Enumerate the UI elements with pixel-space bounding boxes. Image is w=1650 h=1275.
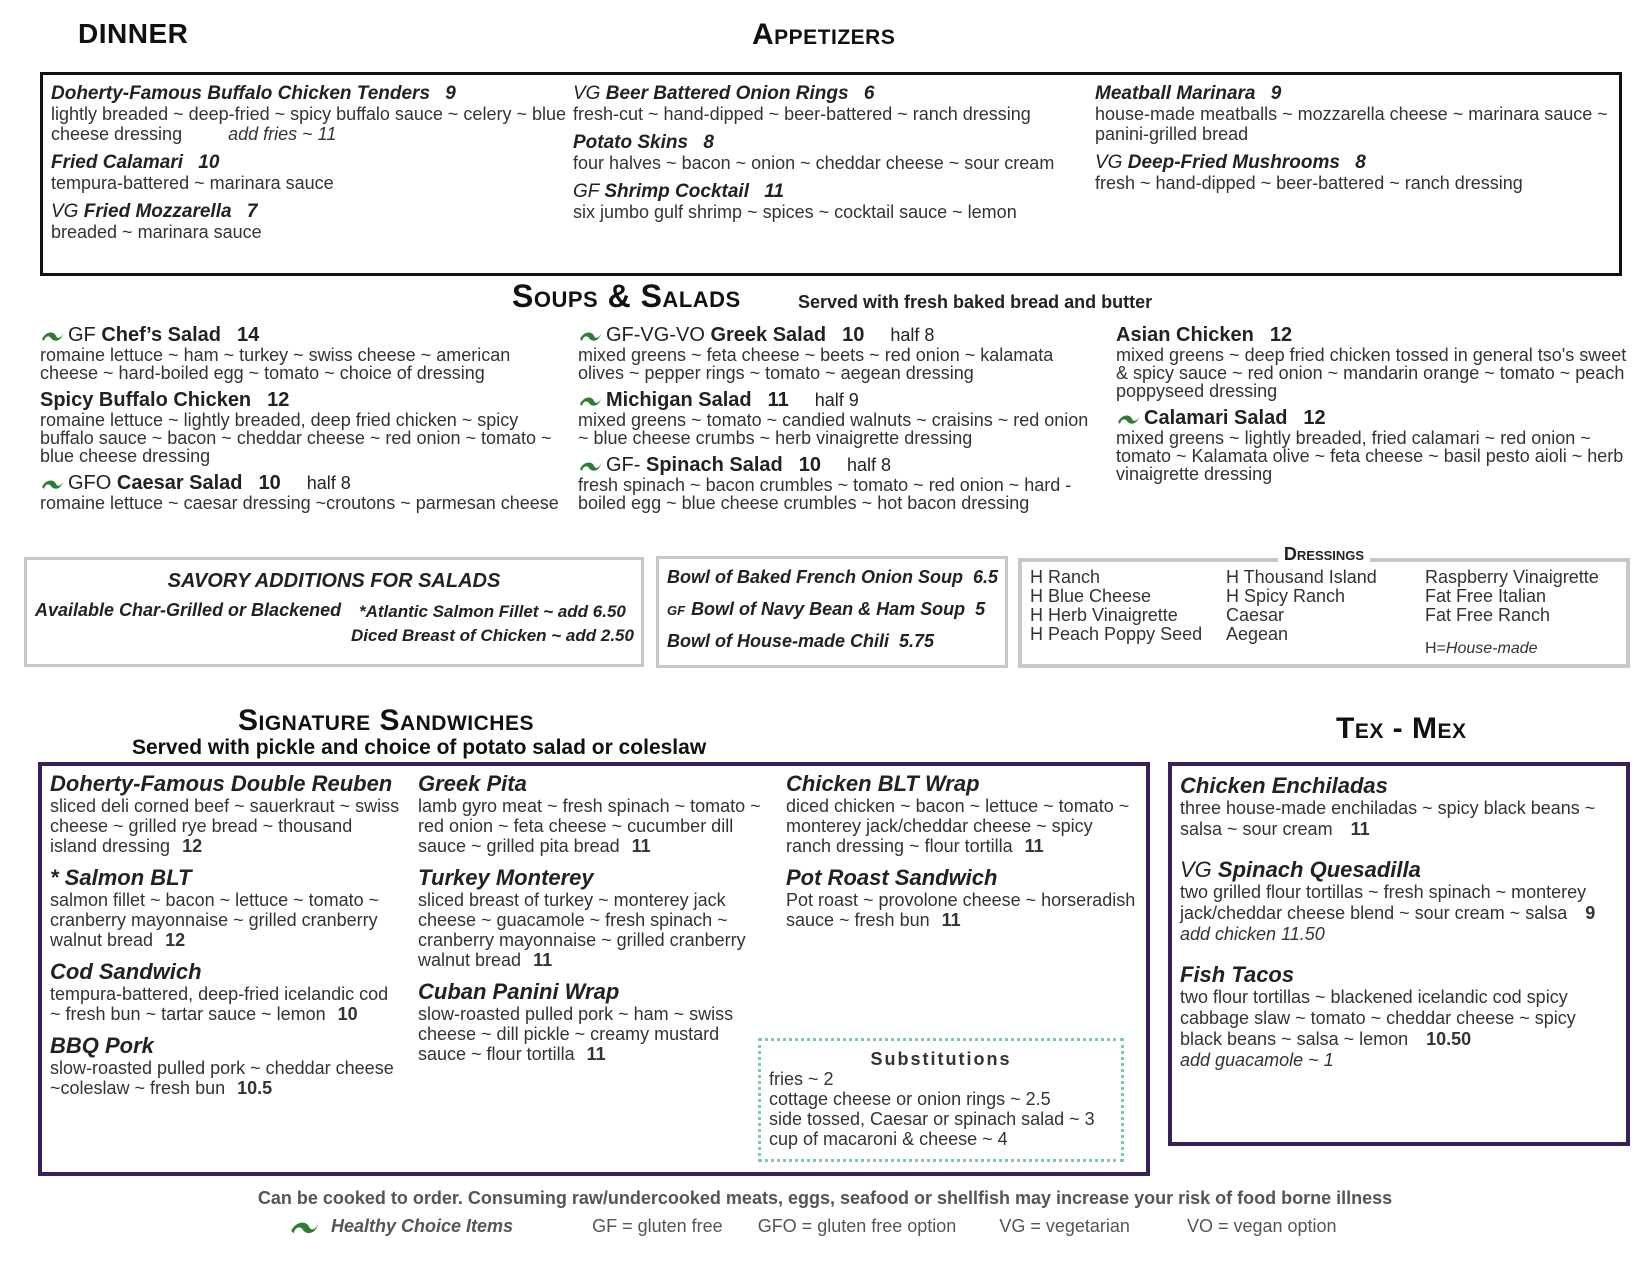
sandwich-price: 11 — [941, 910, 961, 930]
salad-item — [40, 324, 560, 382]
appetizer-item — [1095, 152, 1615, 193]
texmex-item — [1180, 858, 1620, 945]
appetizers-column — [51, 83, 571, 250]
appetizer-desc-text: four halves ~ bacon ~ onion ~ cheddar cheese ~ sour cream — [573, 153, 1055, 173]
appetizer-name-line — [1095, 152, 1615, 173]
sandwich-name: Cuban Panini Wrap — [418, 979, 620, 1004]
salad-name: Calamari Salad — [1144, 407, 1288, 429]
sandwich-price: 11 — [533, 950, 553, 970]
soup-name: Bowl of House-made Chili — [667, 631, 890, 651]
texmex-price: 9 — [1585, 903, 1596, 923]
texmex-description — [1180, 882, 1620, 924]
healthy-leaf-icon — [286, 1218, 322, 1236]
salad-item — [1116, 324, 1636, 400]
texmex-item — [1180, 963, 1620, 1071]
soup-price: 5 — [975, 599, 986, 619]
food-safety-warning: Can be cooked to order. Consuming raw/undercooked meats, eggs, seafood or shellfish may increase your risk of food borne illness — [257, 1188, 1393, 1208]
appetizer-item — [51, 83, 571, 144]
sandwich-description — [418, 796, 768, 856]
appetizer-desc-text: six jumbo gulf shrimp ~ spices ~ cocktail sauce ~ lemon — [573, 202, 1017, 222]
salad-name: Caesar Salad — [116, 472, 243, 494]
salmon-addition: *Atlantic Salmon Fillet ~ add 6.50 — [359, 602, 626, 621]
savory-additions-box — [24, 557, 644, 667]
dietary-tag: GF-VG-VO — [606, 324, 711, 346]
salad-price: 14 — [237, 324, 260, 346]
appetizer-desc-text: house-made meatballs ~ mozzarella cheese ~ marinara sauce ~ panini-grilled bread — [1095, 104, 1608, 144]
appetizer-description — [51, 104, 571, 144]
dressing-item: Fat Free Italian — [1425, 586, 1547, 606]
vo-legend: VO = vegan option — [1186, 1216, 1337, 1236]
sandwich-name: Cod Sandwich — [50, 959, 202, 984]
sandwich-price: 10 — [337, 1004, 358, 1024]
appetizer-extra: add fries ~ 11 — [228, 124, 337, 144]
soups-box — [656, 556, 1008, 668]
appetizer-name: Fried Calamari — [51, 152, 183, 173]
chicken-addition: Diced Breast of Chicken ~ add 2.50 — [351, 626, 634, 645]
salad-item — [1116, 407, 1636, 483]
sandwich-desc-text: Pot roast ~ provolone cheese ~ horseradish sauce ~ fresh bun — [786, 890, 1136, 930]
sandwich-name: * Salmon BLT — [50, 865, 192, 890]
dressing-item: H Spicy Ranch — [1226, 586, 1346, 606]
appetizer-price: 8 — [703, 132, 714, 153]
soup-price: 5.75 — [899, 631, 935, 651]
salad-name-line — [40, 324, 560, 346]
soup-name: Bowl of Navy Bean & Ham Soup — [691, 599, 966, 619]
sandwich-description — [786, 890, 1136, 930]
appetizer-name: Potato Skins — [573, 132, 689, 153]
salad-description: romaine lettuce ~ ham ~ turkey ~ swiss cheese ~ american cheese ~ hard-boiled egg ~ tomato ~ choice of dressing — [40, 345, 511, 383]
sandwiches-column — [418, 772, 768, 1074]
salad-description: mixed greens ~ lightly breaded, fried calamari ~ red onion ~ tomato ~ Kalamata olive ~ feta cheese ~ basil pesto aioli ~ herb vinaigrette dressing — [1116, 428, 1624, 484]
salad-item — [578, 324, 1098, 382]
soups-salads-heading: Soups & Salads — [512, 278, 741, 314]
sandwich-price: 11 — [586, 1044, 606, 1064]
appetizer-price: 9 — [1270, 83, 1282, 104]
sandwich-desc-text: sliced breast of turkey ~ monterey jack cheese ~ guacamole ~ fresh spinach ~ cranberry mayonnaise ~ grilled cranberry walnut bread — [418, 890, 746, 970]
dressing-item: H Herb Vinaigrette — [1030, 605, 1178, 625]
savory-option: Available Char-Grilled or Blackened — [35, 600, 342, 620]
texmex-item — [1180, 774, 1620, 840]
appetizer-desc-text: fresh-cut ~ hand-dipped ~ beer-battered ~ ranch dressing — [573, 104, 1031, 124]
appetizer-description — [1095, 173, 1615, 193]
soup-item — [667, 627, 998, 659]
healthy-leaf-icon — [40, 329, 64, 343]
dietary-tag: VG — [51, 201, 84, 222]
sandwich-name: BBQ Pork — [50, 1033, 154, 1058]
dressing-item: H Thousand Island — [1226, 567, 1377, 587]
soups-salads-note: Served with fresh baked bread and butter — [798, 292, 1153, 312]
appetizer-item — [51, 152, 571, 193]
dressing-item: Aegean — [1226, 624, 1289, 644]
dressings-title: Dressings — [1278, 544, 1370, 564]
footer-legend — [286, 1216, 1337, 1237]
salad-name-line — [40, 389, 560, 411]
appetizer-description — [573, 104, 1093, 124]
sandwich-item — [50, 866, 400, 950]
salad-description: mixed greens ~ tomato ~ candied walnuts ~ craisins ~ red onion ~ blue cheese crumbs ~ herb vinaigrette dressing — [578, 410, 1089, 448]
appetizer-item — [51, 201, 571, 242]
texmex-name: Spinach Quesadilla — [1217, 857, 1421, 882]
salad-name: Spicy Buffalo Chicken — [40, 389, 252, 411]
texmex-name-line — [1180, 774, 1620, 798]
texmex-name: Fish Tacos — [1180, 962, 1295, 987]
dressing-item: H Peach Poppy Seed — [1030, 624, 1203, 644]
appetizer-name: Fried Mozzarella — [83, 201, 232, 222]
healthy-choice-label: Healthy Choice Items — [331, 1216, 514, 1236]
appetizer-description — [1095, 104, 1615, 144]
dressing-item: Fat Free Ranch — [1425, 605, 1551, 625]
appetizer-name: Shrimp Cocktail — [604, 181, 749, 202]
appetizer-price: 11 — [764, 181, 784, 202]
salad-name-line — [1116, 324, 1636, 346]
sandwich-desc-text: slow-roasted pulled pork ~ cheddar cheese ~coleslaw ~ fresh bun — [50, 1058, 394, 1098]
texmex-name: Chicken Enchiladas — [1180, 773, 1388, 798]
appetizers-heading: Appetizers — [752, 18, 896, 51]
salad-name: Spinach Salad — [646, 454, 783, 476]
appetizer-name: Meatball Marinara — [1095, 83, 1256, 104]
appetizer-item — [1095, 83, 1615, 144]
appetizer-name: Doherty-Famous Buffalo Chicken Tenders — [51, 83, 431, 104]
gfo-legend: GFO = gluten free option — [757, 1216, 957, 1236]
soup-price: 6.5 — [973, 567, 999, 587]
texmex-price: 11 — [1350, 819, 1370, 839]
texmex-box — [1168, 762, 1630, 1146]
texmex-heading: Tex - Mex — [1336, 712, 1467, 745]
appetizer-item — [573, 83, 1093, 124]
salad-price: 10 — [842, 324, 865, 346]
salad-price: 10 — [798, 454, 821, 476]
healthy-leaf-icon — [578, 459, 602, 473]
sandwich-item — [786, 866, 1136, 930]
salads-column — [40, 324, 560, 519]
sandwich-desc-text: sliced deli corned beef ~ sauerkraut ~ swiss cheese ~ grilled rye bread ~ thousand island dressing — [50, 796, 400, 856]
appetizer-price: 10 — [198, 152, 220, 173]
appetizer-item — [573, 181, 1093, 222]
sandwich-item — [786, 772, 1136, 856]
sandwich-desc-text: lamb gyro meat ~ fresh spinach ~ tomato ~ red onion ~ feta cheese ~ cucumber dill sauce ~ grilled pita bread — [418, 796, 761, 856]
dietary-tag: GFO — [68, 472, 117, 494]
house-made-note: H=House-made — [1425, 640, 1538, 657]
substitution-item: fries ~ 2 — [769, 1069, 834, 1089]
half-portion: half 8 — [890, 325, 935, 345]
appetizer-name-line — [51, 201, 571, 222]
salad-item — [578, 389, 1098, 447]
salad-price: 12 — [1303, 407, 1326, 429]
texmex-desc-text: two grilled flour tortillas ~ fresh spinach ~ monterey jack/cheddar cheese blend ~ sour cream ~ salsa — [1180, 882, 1587, 923]
salad-name: Asian Chicken — [1116, 324, 1254, 346]
salad-description: mixed greens ~ feta cheese ~ beets ~ red onion ~ kalamata olives ~ pepper rings ~ tomato ~ aegean dressing — [578, 345, 1054, 383]
healthy-leaf-icon — [578, 329, 602, 343]
salad-name: Michigan Salad — [606, 389, 752, 411]
vg-legend: VG = vegetarian — [999, 1216, 1130, 1236]
salad-item — [578, 454, 1098, 512]
sandwich-price: 12 — [182, 836, 203, 856]
substitutions-title: Substitutions — [870, 1049, 1012, 1069]
sandwich-description — [50, 890, 400, 950]
sandwich-name: Turkey Monterey — [418, 865, 594, 890]
salad-description: fresh spinach ~ bacon crumbles ~ tomato ~ red onion ~ hard -boiled egg ~ blue cheese crumbles ~ hot bacon dressing — [578, 475, 1072, 513]
sandwich-name: Greek Pita — [418, 771, 527, 796]
appetizer-name: Deep-Fried Mushrooms — [1127, 152, 1340, 173]
appetizer-name: Beer Battered Onion Rings — [605, 83, 849, 104]
half-portion: half 8 — [306, 473, 351, 493]
dietary-tag: VG — [1095, 152, 1128, 173]
salad-name-line — [1116, 407, 1636, 429]
sandwich-desc-text: tempura-battered, deep-fried icelandic cod ~ fresh bun ~ tartar sauce ~ lemon — [50, 984, 389, 1024]
healthy-leaf-icon — [578, 394, 602, 408]
salad-description: romaine lettuce ~ lightly breaded, deep fried chicken ~ spicy buffalo sauce ~ bacon ~ cheddar cheese ~ red onion ~ tomato ~ blue cheese dressing — [40, 410, 552, 466]
salad-name-line — [578, 454, 1098, 476]
sandwich-description — [50, 1058, 400, 1098]
sandwiches-box — [38, 762, 1150, 1176]
appetizer-description — [51, 173, 571, 193]
sandwich-price: 12 — [165, 930, 186, 950]
dietary-tag: VG — [1180, 857, 1218, 882]
salad-name-line — [578, 389, 1098, 411]
appetizers-column — [573, 83, 1093, 230]
dinner-heading: DINNER — [78, 18, 189, 49]
dietary-tag: GF — [667, 603, 686, 618]
sandwich-item — [418, 772, 768, 856]
salad-price: 11 — [767, 389, 789, 411]
dressing-item: H Blue Cheese — [1030, 586, 1152, 606]
sandwich-desc-text: diced chicken ~ bacon ~ lettuce ~ tomato ~ monterey jack/cheddar cheese ~ spicy ranch dressing ~ flour tortilla — [786, 796, 1130, 856]
sandwich-item — [418, 866, 768, 970]
texmex-name-line — [1180, 963, 1620, 987]
appetizer-desc-text: lightly breaded ~ deep-fried ~ spicy buffalo sauce ~ celery ~ blue cheese dressing — [51, 104, 566, 144]
sandwiches-column — [50, 772, 400, 1108]
salad-price: 12 — [267, 389, 290, 411]
salad-name-line — [578, 324, 1098, 346]
dietary-tag: GF- — [606, 454, 646, 476]
salad-price: 10 — [258, 472, 281, 494]
sandwich-name: Chicken BLT Wrap — [786, 771, 980, 796]
half-portion: half 9 — [814, 390, 859, 410]
appetizer-price: 7 — [246, 201, 258, 222]
texmex-name-line — [1180, 858, 1620, 882]
texmex-desc-text: three house-made enchiladas ~ spicy black beans ~ salsa ~ sour cream — [1180, 798, 1596, 839]
sandwiches-column — [786, 772, 1136, 940]
salad-price: 12 — [1269, 324, 1293, 346]
sandwiches-heading: Signature Sandwiches — [238, 704, 534, 737]
appetizer-desc-text: fresh ~ hand-dipped ~ beer-battered ~ ranch dressing — [1095, 173, 1523, 193]
texmex-description — [1180, 798, 1620, 840]
sandwich-price: 11 — [1024, 836, 1044, 856]
substitutions-box — [758, 1038, 1124, 1162]
salad-description: romaine lettuce ~ caesar dressing ~croutons ~ parmesan cheese — [40, 493, 559, 513]
sandwich-name: Doherty-Famous Double Reuben — [50, 771, 393, 796]
soup-name: Bowl of Baked French Onion Soup — [667, 567, 964, 587]
sandwich-item — [50, 1034, 400, 1098]
gf-legend: GF = gluten free — [592, 1216, 723, 1236]
dietary-tag: GF — [573, 181, 605, 202]
sandwich-description — [50, 984, 400, 1024]
soup-item — [667, 563, 998, 595]
sandwich-description — [418, 1004, 768, 1064]
appetizer-item — [573, 132, 1093, 173]
sandwiches-note: Served with pickle and choice of potato salad or coleslaw — [132, 736, 707, 759]
texmex-addon: add guacamole ~ 1 — [1180, 1050, 1334, 1070]
appetizer-desc-text: tempura-battered ~ marinara sauce — [51, 173, 334, 193]
healthy-leaf-icon — [1116, 412, 1140, 426]
salad-name: Chef’s Salad — [101, 324, 222, 346]
texmex-description — [1180, 987, 1620, 1050]
texmex-desc-text: two flour tortillas ~ blackened icelandic cod spicy cabbage slaw ~ tomato ~ cheddar cheese ~ spicy black beans ~ salsa ~ lemon — [1180, 987, 1576, 1049]
substitution-item: side tossed, Caesar or spinach salad ~ 3 — [769, 1109, 1095, 1129]
appetizer-name-line — [573, 83, 1093, 104]
dietary-tag: GF — [68, 324, 102, 346]
sandwich-desc-text: salmon fillet ~ bacon ~ lettuce ~ tomato ~ cranberry mayonnaise ~ grilled cranberry walnut bread — [50, 890, 380, 950]
appetizers-column — [1095, 83, 1615, 201]
dressing-item: Raspberry Vinaigrette — [1425, 567, 1599, 587]
appetizer-name-line — [573, 132, 1093, 153]
half-portion: half 8 — [846, 455, 892, 475]
dietary-tag: VG — [573, 83, 606, 104]
savory-title: SAVORY ADDITIONS FOR SALADS — [167, 570, 501, 592]
substitution-item: cup of macaroni & cheese ~ 4 — [769, 1129, 1008, 1149]
appetizers-box — [40, 72, 1622, 276]
sandwich-description — [50, 796, 400, 856]
sandwich-description — [786, 796, 1136, 856]
salad-description: mixed greens ~ deep fried chicken tossed in general tso's sweet & spicy sauce ~ red onion ~ mandarin orange ~ tomato ~ peach poppyseed dressing — [1116, 345, 1627, 401]
sandwich-item — [418, 980, 768, 1064]
sandwich-item — [50, 772, 400, 856]
appetizer-price: 9 — [445, 83, 456, 104]
sandwich-price: 11 — [631, 836, 651, 856]
salads-column — [578, 324, 1098, 519]
appetizer-desc-text: breaded ~ marinara sauce — [51, 222, 262, 242]
appetizer-description — [573, 202, 1093, 222]
sandwich-item — [50, 960, 400, 1024]
dressings-box — [1018, 544, 1630, 668]
salad-item — [40, 472, 560, 512]
appetizer-name-line — [573, 181, 1093, 202]
healthy-leaf-icon — [40, 477, 64, 491]
appetizer-name-line — [51, 152, 571, 173]
appetizer-name-line — [1095, 83, 1615, 104]
sandwich-price: 10.5 — [237, 1078, 273, 1098]
salad-name: Greek Salad — [710, 324, 827, 346]
texmex-addon: add chicken 11.50 — [1180, 924, 1325, 944]
salad-name-line — [40, 472, 560, 494]
salad-item — [40, 389, 560, 465]
soup-item — [667, 595, 998, 627]
sandwich-description — [418, 890, 768, 970]
appetizer-name-line — [51, 83, 571, 104]
texmex-price: 10.50 — [1426, 1029, 1472, 1049]
sandwich-desc-text: slow-roasted pulled pork ~ ham ~ swiss cheese ~ dill pickle ~ creamy mustard sauce ~ flour tortilla — [418, 1004, 734, 1064]
appetizer-description — [573, 153, 1093, 173]
sandwich-name: Pot Roast Sandwich — [786, 865, 998, 890]
appetizer-price: 6 — [863, 83, 875, 104]
appetizer-description — [51, 222, 571, 242]
substitution-item: cottage cheese or onion rings ~ 2.5 — [769, 1089, 1051, 1109]
dressing-item: H Ranch — [1030, 567, 1101, 587]
dressing-item: Caesar — [1226, 605, 1285, 625]
salads-column — [1116, 324, 1636, 490]
appetizer-price: 8 — [1355, 152, 1366, 173]
